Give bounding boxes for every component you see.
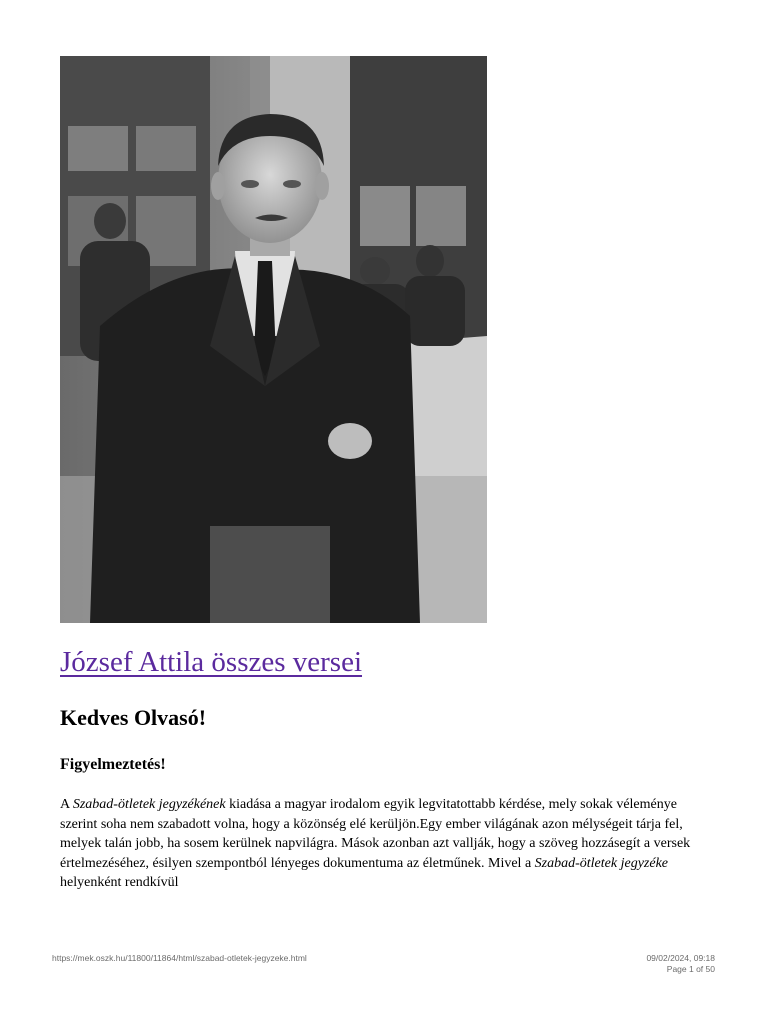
document-title-link[interactable]: József Attila összes versei xyxy=(60,646,363,678)
footer-datetime: 09/02/2024, 09:18 xyxy=(646,953,715,963)
footer-page-number: Page 1 of 50 xyxy=(666,964,715,974)
footer-meta xyxy=(646,953,715,975)
portrait-photo xyxy=(60,56,487,623)
italic-title: Szabad-ötletek jegyzéke xyxy=(534,855,668,871)
intro-paragraph xyxy=(60,795,700,893)
paragraph-text: A xyxy=(60,797,73,812)
portrait-illustration xyxy=(60,56,487,623)
paragraph-text: kiadása a magyar irodalom egyik legvitatottabb kérdése, mely sokak véleménye szerint soha nem szabadott volna, hogy a közönség elé kerüljön.Egy ember világának azon mélységeit tárja fel, melyek talán jobb, ha sosem kerülnek napvilágra. Mások azonban azt vallják, hogy a szöveg hozzásegít a versek értelmezéséhez, ésilyen szempontból lényeges dokumentuma az életműnek. Mivel a xyxy=(60,797,691,871)
footer-url: https://mek.oszk.hu/11800/11864/html/szabad-otletek-jegyzeke.html xyxy=(52,953,307,963)
warning-heading: Figyelmeztetés! xyxy=(60,756,166,773)
greeting-heading: Kedves Olvasó! xyxy=(60,705,207,730)
paragraph-text: helyenként rendkívül xyxy=(60,875,179,890)
italic-title: Szabad-ötletek jegyzékének xyxy=(72,797,226,812)
